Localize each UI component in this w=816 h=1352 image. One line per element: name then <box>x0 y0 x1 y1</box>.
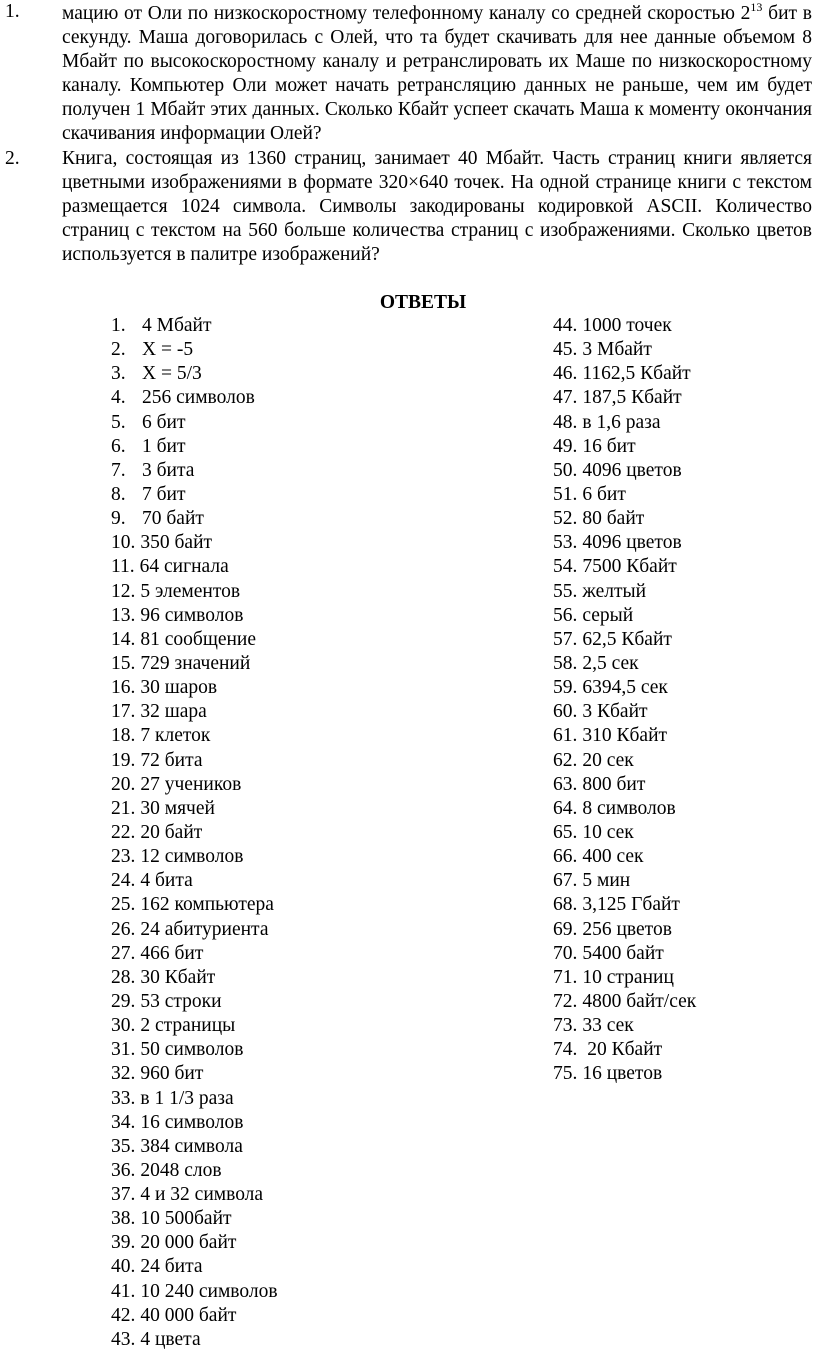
answer-number: 36. <box>111 1159 136 1181</box>
answer-number: 51. <box>553 483 578 505</box>
answer-value: 10 сек <box>582 821 634 843</box>
answer-value: 4096 цветов <box>582 532 682 554</box>
answer-number: 26. <box>111 918 136 940</box>
answer-number: 60. <box>553 701 578 723</box>
answer-item <box>553 845 696 869</box>
answer-value: 310 Кбайт <box>582 725 668 747</box>
answer-value: 20 байт <box>140 821 203 843</box>
answer-number: 21. <box>111 797 136 819</box>
answer-value: 729 значений <box>140 652 251 674</box>
answer-number: 9. <box>111 508 126 530</box>
answer-value: 10 240 символов <box>140 1280 278 1302</box>
answer-item <box>553 531 696 555</box>
answer-number: 4. <box>111 387 126 409</box>
answer-item <box>111 724 278 748</box>
answer-number: 43. <box>111 1328 136 1350</box>
answer-value: 350 байт <box>140 532 213 554</box>
answer-value: 4800 байт/сек <box>582 990 697 1012</box>
answer-item <box>553 314 696 338</box>
answer-number: 32. <box>111 1063 136 1085</box>
answer-number: 67. <box>553 870 578 892</box>
answer-value: 256 символов <box>142 387 255 409</box>
answer-value: 8 символов <box>582 797 676 819</box>
answer-value: 4 бита <box>140 870 193 892</box>
answer-item <box>111 749 278 773</box>
answer-number: 46. <box>553 363 578 385</box>
answer-value: 6 бит <box>582 483 626 505</box>
answer-number: 10. <box>111 532 136 554</box>
task-2 <box>0 147 816 267</box>
answer-item <box>553 386 696 410</box>
answer-value: 16 символов <box>140 1111 244 1133</box>
answer-value: 30 Кбайт <box>140 966 216 988</box>
answer-value: 3,125 Гбайт <box>582 894 680 916</box>
answer-item <box>553 628 696 652</box>
answer-number: 20. <box>111 773 136 795</box>
answer-value: 24 бита <box>140 1256 203 1278</box>
answer-item <box>553 893 696 917</box>
answer-item <box>111 1111 278 1135</box>
answer-value: 16 бит <box>582 435 636 457</box>
answer-item <box>111 580 278 604</box>
answer-value: 1 бит <box>142 435 186 457</box>
answer-number: 1. <box>111 315 126 336</box>
answer-item <box>111 1135 278 1159</box>
answer-item <box>111 507 278 531</box>
answer-value: 16 цветов <box>582 1063 663 1085</box>
answer-number: 12. <box>111 580 136 602</box>
answer-number: 39. <box>111 1232 136 1254</box>
answer-item <box>111 1280 278 1304</box>
answer-number: 7. <box>111 459 126 481</box>
answer-value: 4 цвета <box>140 1328 201 1350</box>
answer-item <box>111 555 278 579</box>
answer-number: 73. <box>553 1015 578 1037</box>
answer-item <box>553 918 696 942</box>
answer-number: 13. <box>111 604 136 626</box>
answer-value: 40 000 байт <box>140 1304 237 1326</box>
answer-value: 6394,5 сек <box>582 677 668 699</box>
answer-item <box>111 628 278 652</box>
answer-value: 5400 байт <box>582 942 664 964</box>
answer-value: 5 мин <box>582 870 631 892</box>
answer-value: 20 сек <box>582 749 634 771</box>
answer-value: 32 шара <box>140 701 207 723</box>
task-list <box>0 0 816 267</box>
answer-number: 37. <box>111 1184 136 1206</box>
answer-number: 28. <box>111 966 136 988</box>
answer-number: 5. <box>111 411 126 433</box>
answer-item <box>553 942 696 966</box>
answer-item <box>111 483 278 507</box>
answer-number: 29. <box>111 990 136 1012</box>
answer-item <box>111 1328 278 1352</box>
answer-item <box>553 580 696 604</box>
answer-value: 2 страницы <box>140 1015 236 1037</box>
answer-value: серый <box>582 604 634 626</box>
answer-item <box>553 1014 696 1038</box>
answer-value: 162 компьютера <box>140 894 274 916</box>
answer-item <box>553 555 696 579</box>
answer-item <box>111 1231 278 1255</box>
answer-number: 42. <box>111 1304 136 1326</box>
answer-item <box>111 1183 278 1207</box>
answer-item <box>111 314 278 338</box>
answer-number: 50. <box>553 459 578 481</box>
answers-column-left <box>111 314 278 1352</box>
answer-number: 64. <box>553 797 578 819</box>
answer-number: 17. <box>111 701 136 723</box>
answer-value: 50 символов <box>140 1039 244 1061</box>
answer-value: 3 бита <box>142 459 195 481</box>
answer-value: в 1,6 раза <box>582 411 661 433</box>
answer-item <box>553 676 696 700</box>
answer-value: 960 бит <box>140 1063 204 1085</box>
answer-item <box>111 773 278 797</box>
answer-item <box>553 724 696 748</box>
answer-item <box>111 338 278 362</box>
answer-number: 68. <box>553 894 578 916</box>
answer-number: 16. <box>111 677 136 699</box>
answer-number: 61. <box>553 725 578 747</box>
answer-value: 27 учеников <box>140 773 242 795</box>
answer-number: 25. <box>111 894 136 916</box>
answer-number: 14. <box>111 628 136 650</box>
answer-item <box>553 483 696 507</box>
answer-number: 74. <box>553 1039 578 1061</box>
answer-value: желтый <box>582 580 647 602</box>
answer-item <box>553 773 696 797</box>
answer-value: 62,5 Кбайт <box>582 628 672 650</box>
answer-number: 22. <box>111 821 136 843</box>
answer-item <box>111 386 278 410</box>
answer-item <box>111 459 278 483</box>
answer-item <box>111 1304 278 1328</box>
answer-item <box>111 1159 278 1183</box>
answer-number: 38. <box>111 1208 136 1230</box>
task-text: мацию от Оли по низкоскоростному телефонному каналу со средней скоростью $2^{13}$ бит в секунду. Маша договорилась с Олей, что та будет скачивать для нее данные объемом 8 Мбайт по высокоскоростному каналу и ретранслировать их Маше по низкоскоростному каналу. Компьютер Оли может начать ретрансляцию данных не раньше, чем им будет получен 1 Мбайт этих данных. Сколько Кбайт успеет скачать Маша к моменту окончания скачивания информации Олей? <box>62 0 812 144</box>
answer-number: 59. <box>553 677 578 699</box>
answer-item <box>553 604 696 628</box>
answer-number: 72. <box>553 990 578 1012</box>
answer-value: 30 шаров <box>140 677 218 699</box>
answer-item <box>553 338 696 362</box>
answer-value: 1000 точек <box>582 315 672 336</box>
answer-number: 69. <box>553 918 578 940</box>
answer-item <box>553 652 696 676</box>
answer-value: 64 сигнала <box>139 556 229 578</box>
answer-number: 6. <box>111 435 126 457</box>
answer-item <box>553 966 696 990</box>
answer-number: 53. <box>553 532 578 554</box>
answer-number: 33. <box>111 1087 136 1109</box>
answer-item <box>553 459 696 483</box>
answer-value: 10 500байт <box>140 1208 232 1230</box>
answer-number: 30. <box>111 1015 136 1037</box>
answer-number: 52. <box>553 508 578 530</box>
answer-item <box>553 507 696 531</box>
answer-value: 400 сек <box>582 846 644 868</box>
answer-number: 71. <box>553 966 578 988</box>
answer-number: 49. <box>553 435 578 457</box>
answer-item <box>553 1062 696 1086</box>
answer-item <box>111 821 278 845</box>
answer-value: 384 символа <box>140 1135 243 1157</box>
answer-value: 187,5 Кбайт <box>582 387 682 409</box>
answer-number: 65. <box>553 821 578 843</box>
answer-number: 18. <box>111 725 136 747</box>
answer-number: 2. <box>111 339 126 361</box>
answer-number: 19. <box>111 749 136 771</box>
exponent: 13 <box>750 0 763 14</box>
answer-value: 4 и 32 символа <box>140 1184 264 1206</box>
answer-value: 466 бит <box>140 942 204 964</box>
answer-value: 800 бит <box>582 773 646 795</box>
answer-value: 10 страниц <box>582 966 674 988</box>
answer-number: 24. <box>111 870 136 892</box>
answer-value: 96 символов <box>140 604 244 626</box>
answers-heading: ОТВЕТЫ <box>379 292 467 313</box>
answer-value: 4 Мбайт <box>142 315 212 336</box>
answer-item <box>111 966 278 990</box>
answer-value: 70 байт <box>142 508 204 530</box>
answer-value: 80 байт <box>582 508 645 530</box>
answer-number: 54. <box>553 556 578 578</box>
answer-number: 58. <box>553 652 578 674</box>
answer-item <box>553 435 696 459</box>
answer-value: 6 бит <box>142 411 186 433</box>
answer-number: 75. <box>553 1063 578 1085</box>
task-1 <box>0 0 816 146</box>
answer-number: 62. <box>553 749 578 771</box>
answer-value: X = 5/3 <box>142 363 202 385</box>
answer-number: 23. <box>111 846 136 868</box>
answer-item <box>111 1255 278 1279</box>
answer-item <box>553 700 696 724</box>
answer-value: 5 элементов <box>140 580 241 602</box>
task-text: Книга, состоящая из 1360 страниц, занимает 40 Мбайт. Часть страниц книги является цветными изображениями в формате 320×640 точек. На одной странице книги с текстом размещается 1024 символа. Символы закодированы кодировкой ASCII. Количество страниц с текстом на 560 больше количества страниц с изображениями. Сколько цветов используется в палитре изображений? <box>62 148 812 265</box>
answer-item <box>111 362 278 386</box>
answer-number: 70. <box>553 942 578 964</box>
answer-item <box>111 869 278 893</box>
answer-item <box>111 845 278 869</box>
answer-number: 63. <box>553 773 578 795</box>
answer-value: 4096 цветов <box>582 459 682 481</box>
answer-item <box>111 1014 278 1038</box>
answer-value: 24 абитуриента <box>140 918 269 940</box>
answer-item <box>553 797 696 821</box>
answer-item <box>111 990 278 1014</box>
answer-item <box>111 676 278 700</box>
answer-number: 48. <box>553 411 578 433</box>
answer-value: 20 Кбайт <box>582 1039 663 1061</box>
answer-number: 27. <box>111 942 136 964</box>
answer-number: 44. <box>553 315 578 336</box>
task-number: 1. <box>5 1 20 22</box>
answer-item <box>111 435 278 459</box>
answer-item <box>111 893 278 917</box>
answer-item <box>553 1038 696 1062</box>
answer-item <box>111 942 278 966</box>
answer-number: 15. <box>111 652 136 674</box>
answer-item <box>553 749 696 773</box>
answer-item <box>111 531 278 555</box>
answer-value: 53 строки <box>140 990 222 1012</box>
answer-value: 2048 слов <box>140 1159 222 1181</box>
answer-item <box>553 990 696 1014</box>
answer-item <box>553 869 696 893</box>
answer-item <box>111 1087 278 1111</box>
answer-value: 1162,5 Кбайт <box>582 363 691 385</box>
answer-number: 34. <box>111 1111 136 1133</box>
answer-value: 12 символов <box>140 846 244 868</box>
answer-item <box>111 1062 278 1086</box>
answer-number: 11. <box>111 556 135 578</box>
answer-item <box>111 797 278 821</box>
answer-item <box>111 918 278 942</box>
answer-number: 41. <box>111 1280 136 1302</box>
answer-value: 7 бит <box>142 483 186 505</box>
answer-number: 57. <box>553 628 578 650</box>
answer-value: в 1 1/3 раза <box>140 1087 234 1109</box>
answer-number: 3. <box>111 363 126 385</box>
answer-number: 47. <box>553 387 578 409</box>
answer-item <box>553 411 696 435</box>
answer-value: 33 сек <box>582 1015 634 1037</box>
task-number: 2. <box>5 148 20 169</box>
answer-number: 66. <box>553 846 578 868</box>
answer-item <box>553 362 696 386</box>
answer-value: 3 Мбайт <box>582 339 652 361</box>
answer-value: X = -5 <box>142 339 194 361</box>
answer-value: 20 000 байт <box>140 1232 237 1254</box>
answer-value: 7 клеток <box>140 725 211 747</box>
answer-value: 81 сообщение <box>140 628 257 650</box>
answer-item <box>111 604 278 628</box>
answer-number: 35. <box>111 1135 136 1157</box>
answer-item <box>111 1207 278 1231</box>
answer-number: 8. <box>111 483 126 505</box>
answer-item <box>111 411 278 435</box>
answer-value: 72 бита <box>140 749 203 771</box>
answer-value: 30 мячей <box>140 797 215 819</box>
answer-value: 2,5 сек <box>582 652 639 674</box>
answer-number: 31. <box>111 1039 136 1061</box>
answer-item <box>553 821 696 845</box>
answer-value: 3 Кбайт <box>582 701 648 723</box>
answer-number: 40. <box>111 1256 136 1278</box>
answer-item <box>111 700 278 724</box>
answer-number: 56. <box>553 604 578 626</box>
answers-column-right <box>553 314 696 1087</box>
answer-item <box>111 1038 278 1062</box>
answer-value: 256 цветов <box>582 918 672 940</box>
answer-number: 45. <box>553 339 578 361</box>
answer-value: 7500 Кбайт <box>582 556 677 578</box>
answer-item <box>111 652 278 676</box>
answer-number: 55. <box>553 580 578 602</box>
